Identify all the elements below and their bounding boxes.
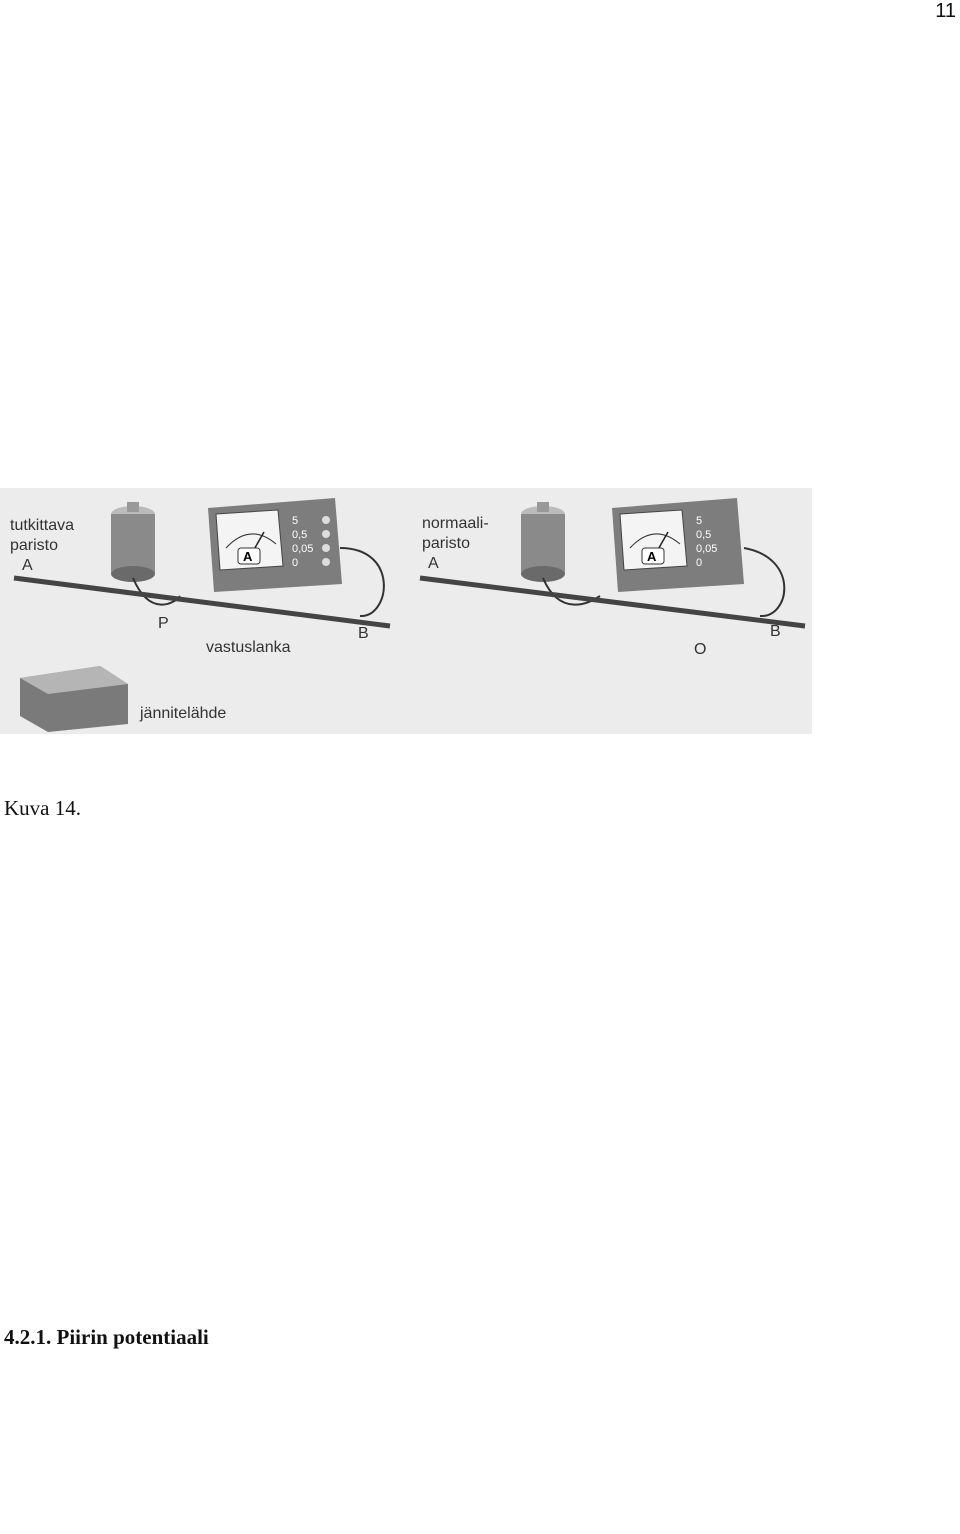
battery-icon: [521, 502, 565, 582]
section-heading: 4.2.1. Piirin potentiaali: [4, 1325, 209, 1349]
left-battery-label-2: paristo: [10, 537, 59, 554]
meter-scale-2: 0,5: [292, 529, 308, 541]
meter-scale-1: 5: [696, 515, 703, 527]
meter-scale-3: 0,05: [696, 543, 718, 555]
left-battery-label-1: tutkittava: [10, 517, 75, 534]
right-battery-label-1: normaali-: [422, 515, 489, 532]
figure-kuva-14: [0, 488, 812, 734]
meter-icon: [612, 498, 744, 592]
right-point-b: B: [770, 623, 781, 640]
right-point-o: O: [694, 641, 707, 658]
figure-caption: Kuva 14.: [4, 796, 81, 820]
source-label: jännitelähde: [140, 705, 227, 722]
left-point-b: B: [358, 625, 369, 642]
battery-icon: [111, 502, 155, 582]
meter-scale-4: 0: [696, 557, 703, 569]
meter-scale-2: 0,5: [696, 529, 712, 541]
wire-label: vastuslanka: [206, 639, 291, 656]
meter-unit: A: [243, 549, 253, 564]
meter-icon: [208, 498, 342, 592]
right-point-a: A: [428, 555, 439, 572]
meter-scale-1: 5: [292, 515, 299, 527]
right-battery-label-2: paristo: [422, 535, 471, 552]
meter-scale-3: 0,05: [292, 543, 314, 555]
meter-unit: A: [647, 549, 657, 564]
battery-icon: [20, 666, 128, 732]
page-number: 11: [935, 0, 956, 22]
meter-scale-4: 0: [292, 557, 299, 569]
left-point-p: P: [158, 615, 169, 632]
left-point-a: A: [22, 557, 33, 574]
